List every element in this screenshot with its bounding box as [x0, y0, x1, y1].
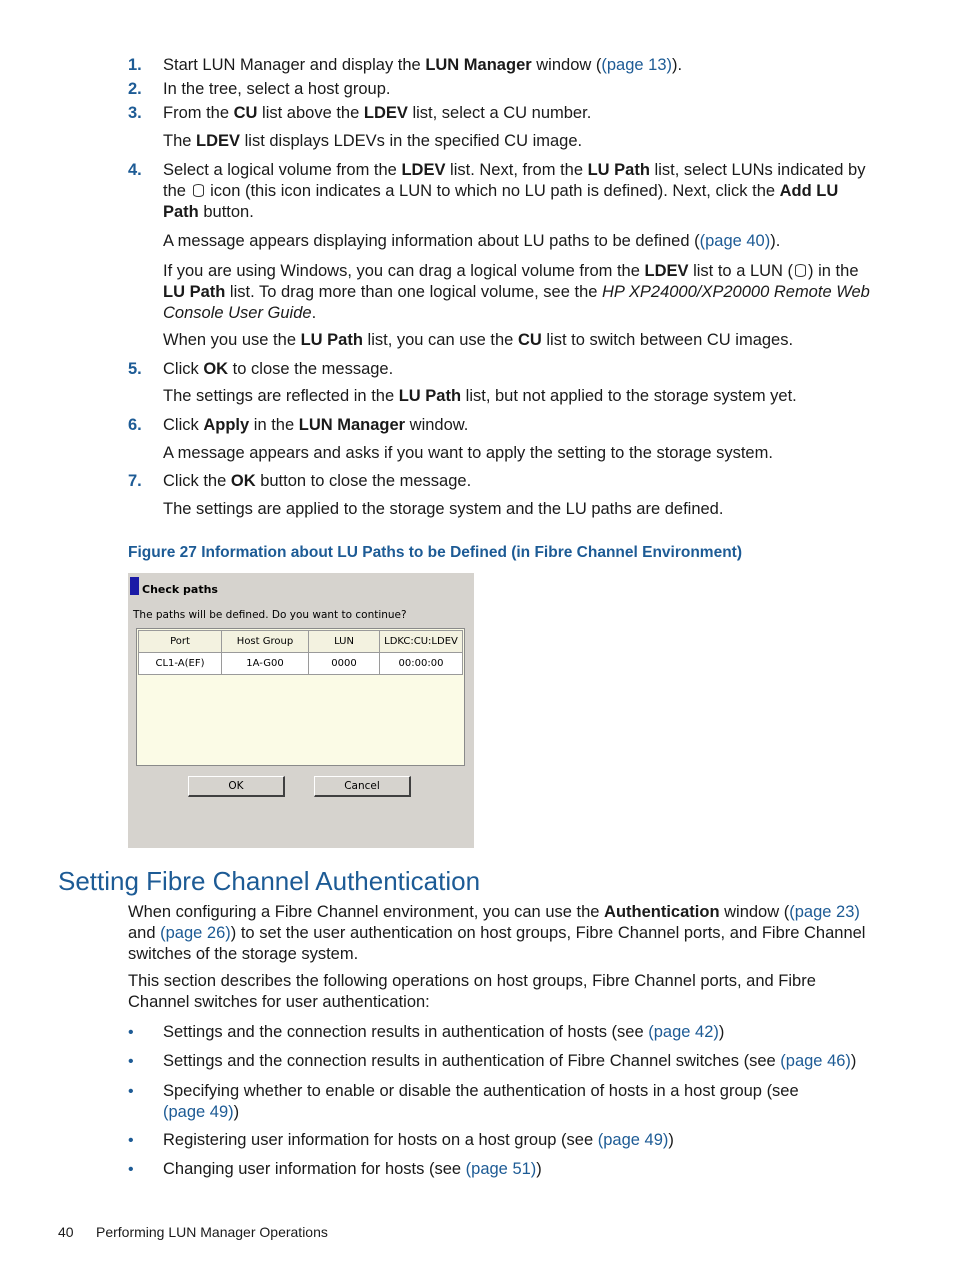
column-header-ldev[interactable]: LDKC:CU:LDEV	[380, 631, 463, 653]
cancel-button[interactable]: Cancel	[314, 776, 411, 797]
cell-port: CL1-A(EF)	[139, 653, 222, 675]
step-6-note: A message appears and asks if you want to apply the setting to the storage system.	[163, 444, 773, 462]
step-4-note-message: A message appears displaying information about LU paths to be defined ((page 40)).	[163, 232, 781, 250]
step-4-text: Select a logical volume from the LDEV list. Next, from the LU Path list, select LUNs indicated by the icon (this icon indicates a LUN to which no LU path is defined). Next, click the Add LU Path button.	[163, 161, 866, 221]
bullet-marker: •	[128, 1161, 134, 1178]
table-row[interactable]	[139, 653, 463, 675]
step-1-text: Start LUN Manager and display the LUN Manager window ((page 13)).	[163, 56, 683, 74]
list-item: Registering user information for hosts on a host group (see (page 49))	[163, 1131, 674, 1149]
page-number: 40	[58, 1224, 74, 1240]
cell-ldev: 00:00:00	[380, 653, 463, 675]
titlebar-marker	[130, 577, 139, 595]
page-link[interactable]: (page 40)	[699, 232, 771, 250]
figure-caption: Figure 27 Information about LU Paths to be Defined (in Fibre Channel Environment)	[128, 544, 743, 561]
list-item: Settings and the connection results in authentication of hosts (see (page 42))	[163, 1023, 725, 1041]
paths-list[interactable]	[136, 628, 465, 766]
column-header-lun[interactable]: LUN	[309, 631, 380, 653]
cell-lun: 0000	[309, 653, 380, 675]
page-footer	[58, 1222, 328, 1243]
list-item: Changing user information for hosts (see (page 51))	[163, 1160, 542, 1178]
page-link[interactable]: (page 51)	[465, 1160, 537, 1178]
page-link[interactable]: (page 23)	[789, 903, 860, 921]
step-4-note-windows: If you are using Windows, you can drag a logical volume from the LDEV list to a LUN ( ) in the LU Path list. To drag more than one logical volume, see the HP XP24000/XP20000 Remote Web Console User Guide.	[163, 262, 870, 322]
step-number: 1.	[128, 56, 142, 74]
list-item: Specifying whether to enable or disable the authentication of hosts in a host group (see (page 49))	[163, 1082, 799, 1121]
page-link[interactable]: (page 46)	[780, 1052, 851, 1070]
step-4-note-cu: When you use the LU Path list, you can use the CU list to switch between CU images.	[163, 331, 794, 349]
bullet-marker: •	[128, 1132, 134, 1149]
section-paragraph-1: When configuring a Fibre Channel environment, you can use the Authentication window ((page 23) and (page 26)) to set the user authentication on host groups, Fibre Channel ports, and Fibre Channel switches of the storage system.	[128, 903, 866, 963]
cell-host-group: 1A-G00	[222, 653, 309, 675]
page-link[interactable]: (page 49)	[163, 1103, 234, 1121]
list-item: Settings and the connection results in authentication of Fibre Channel switches (see (page 46))	[163, 1052, 857, 1070]
footer-title: Performing LUN Manager Operations	[96, 1224, 328, 1240]
page-link[interactable]: (page 26)	[160, 924, 231, 942]
step-5-note: The settings are reflected in the LU Path list, but not applied to the storage system yet.	[163, 387, 797, 405]
dialog-titlebar	[128, 576, 474, 596]
step-number: 7.	[128, 472, 142, 490]
step-number: 6.	[128, 416, 142, 434]
bullet-marker: •	[128, 1083, 134, 1100]
step-number: 4.	[128, 161, 142, 179]
dialog-title: Check paths	[142, 583, 218, 596]
page-link[interactable]: (page 13)	[601, 56, 673, 74]
bullet-marker: •	[128, 1024, 134, 1041]
step-7-text: Click the OK button to close the message.	[163, 472, 472, 490]
dialog-message: The paths will be defined. Do you want to continue?	[133, 609, 407, 621]
page-link[interactable]: (page 49)	[597, 1131, 669, 1149]
lun-undefined-icon	[193, 184, 204, 197]
ok-button[interactable]: OK	[188, 776, 285, 797]
step-3-note: The LDEV list displays LDEVs in the specified CU image.	[163, 132, 583, 150]
step-number: 3.	[128, 104, 142, 122]
column-header-host-group[interactable]: Host Group	[222, 631, 309, 653]
step-number: 5.	[128, 360, 142, 378]
column-header-port[interactable]: Port	[139, 631, 222, 653]
lun-undefined-icon	[795, 264, 806, 277]
section-title: Setting Fibre Channel Authentication	[58, 866, 481, 896]
page-link[interactable]: (page 42)	[648, 1023, 719, 1041]
bullet-marker: •	[128, 1053, 134, 1070]
step-7-note: The settings are applied to the storage system and the LU paths are defined.	[163, 500, 724, 518]
step-6-text: Click Apply in the LUN Manager window.	[163, 416, 469, 434]
section-paragraph-2: This section describes the following operations on host groups, Fibre Channel ports, and Fibre Channel switches for user authentication:	[128, 972, 816, 1011]
step-2-text: In the tree, select a host group.	[163, 80, 391, 98]
check-paths-dialog	[128, 573, 474, 848]
step-number: 2.	[128, 80, 142, 98]
paths-table	[138, 630, 463, 675]
step-3-text: From the CU list above the LDEV list, select a CU number.	[163, 104, 592, 122]
step-5-text: Click OK to close the message.	[163, 360, 394, 378]
